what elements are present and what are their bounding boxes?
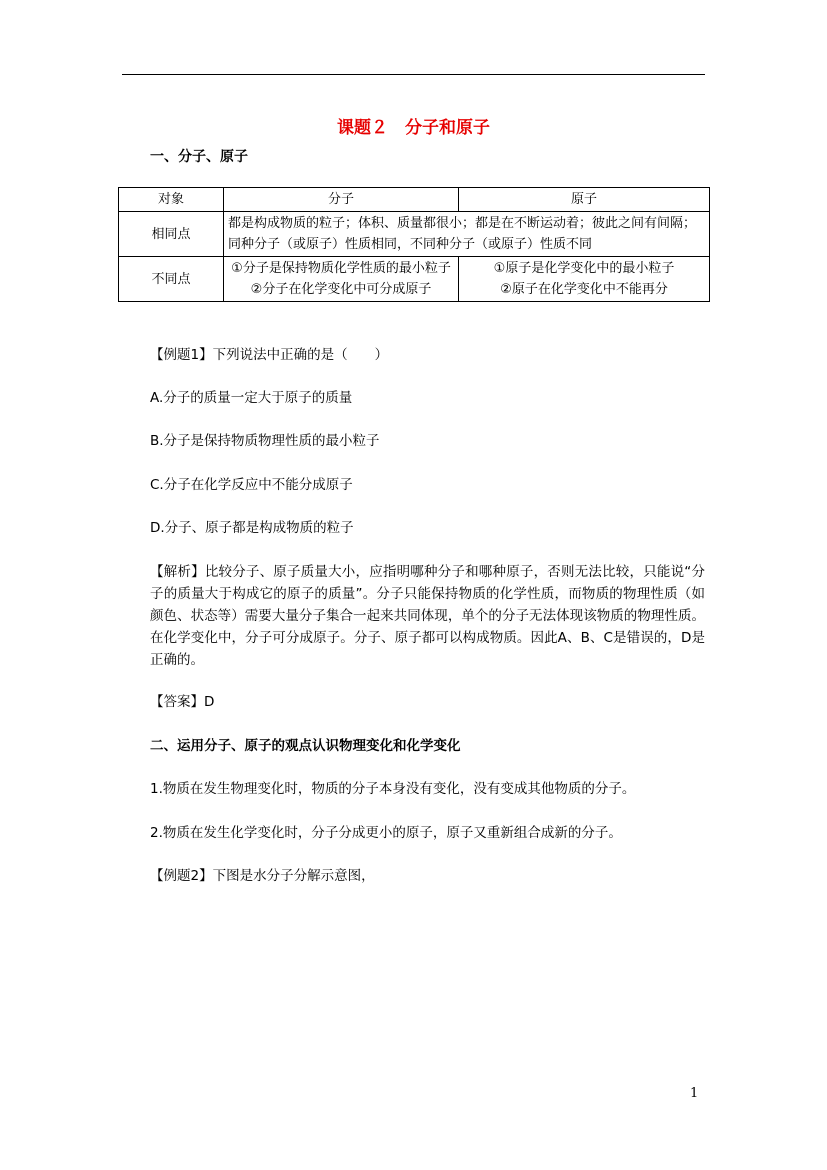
example2-label: 【例题2】 xyxy=(150,868,213,884)
table-header-row xyxy=(119,188,710,212)
header-object: 对象 xyxy=(119,188,224,212)
example1-analysis xyxy=(150,561,705,671)
option-b: B.分子是保持物质物理性质的最小粒子 xyxy=(150,433,380,449)
section2-heading: 二、运用分子、原子的观点认识物理变化和化学变化 xyxy=(150,738,461,754)
section2-point2: 2.物质在发生化学变化时，分子分成更小的原子，原子又重新组合成新的分子。 xyxy=(150,825,622,841)
example2-question xyxy=(150,865,705,887)
analysis-text: 比较分子、原子质量大小，应指明哪种分子和哪种原子，否则无法比较，只能说“分子的质量大于构成它的原子的质量”。分子只能保持物质的化学性质，而物质的物理性质（如颜色、状态等）需要大量分子集合一起来共同体现，单个的分子无法体现该物质的物理性质。在化学变化中，分子可分成原子。分子、原子都可以构成物质。因此A、B、C是错误的，D是正确的。 xyxy=(150,564,706,668)
example1-label: 【例题1】 xyxy=(150,347,213,363)
molecule-diff-2: ②分子在化学变化中可分成原子 xyxy=(250,282,432,297)
section2-point1: 1.物质在发生物理变化时，物质的分子本身没有变化，没有变成其他物质的分子。 xyxy=(150,781,636,797)
example1-answer xyxy=(150,691,705,713)
table-row xyxy=(119,212,710,257)
option-d: D.分子、原子都是构成物质的粒子 xyxy=(150,520,354,536)
section1-heading: 一、分子、原子 xyxy=(150,149,248,165)
row-label-same: 相同点 xyxy=(119,212,224,257)
atom-diff-2: ②原子在化学变化中不能再分 xyxy=(500,282,668,297)
header-molecule: 分子 xyxy=(224,188,459,212)
option-c: C.分子在化学反应中不能分成原子 xyxy=(150,477,353,493)
same-points-cell: 都是构成物质的粒子；体积、质量都很小；都是在不断运动着；彼此之间有间隔；同种分子（或原子）性质相同，不同种分子（或原子）性质不同 xyxy=(224,212,710,257)
table-row xyxy=(119,257,710,302)
example2-text: 下图是水分子分解示意图， xyxy=(212,868,375,884)
example1-question-text: 下列说法中正确的是（ ） xyxy=(212,347,389,363)
answer-value: D xyxy=(204,694,215,710)
molecule-diff-1: ①分子是保持物质化学性质的最小粒子 xyxy=(231,261,451,276)
atom-diff-cell xyxy=(459,257,710,302)
header-rule xyxy=(122,74,705,75)
answer-label: 【答案】 xyxy=(150,694,204,710)
option-a: A.分子的质量一定大于原子的质量 xyxy=(150,390,353,406)
header-atom: 原子 xyxy=(459,188,710,212)
molecule-diff-cell xyxy=(224,257,459,302)
atom-diff-1: ①原子是化学变化中的最小粒子 xyxy=(493,261,675,276)
example1-question xyxy=(150,344,705,366)
row-label-diff: 不同点 xyxy=(119,257,224,302)
comparison-table xyxy=(118,187,710,302)
analysis-label: 【解析】 xyxy=(150,564,205,580)
page-title: 课题２ 分子和原子 xyxy=(337,118,490,138)
page-number: 1 xyxy=(690,1086,699,1101)
